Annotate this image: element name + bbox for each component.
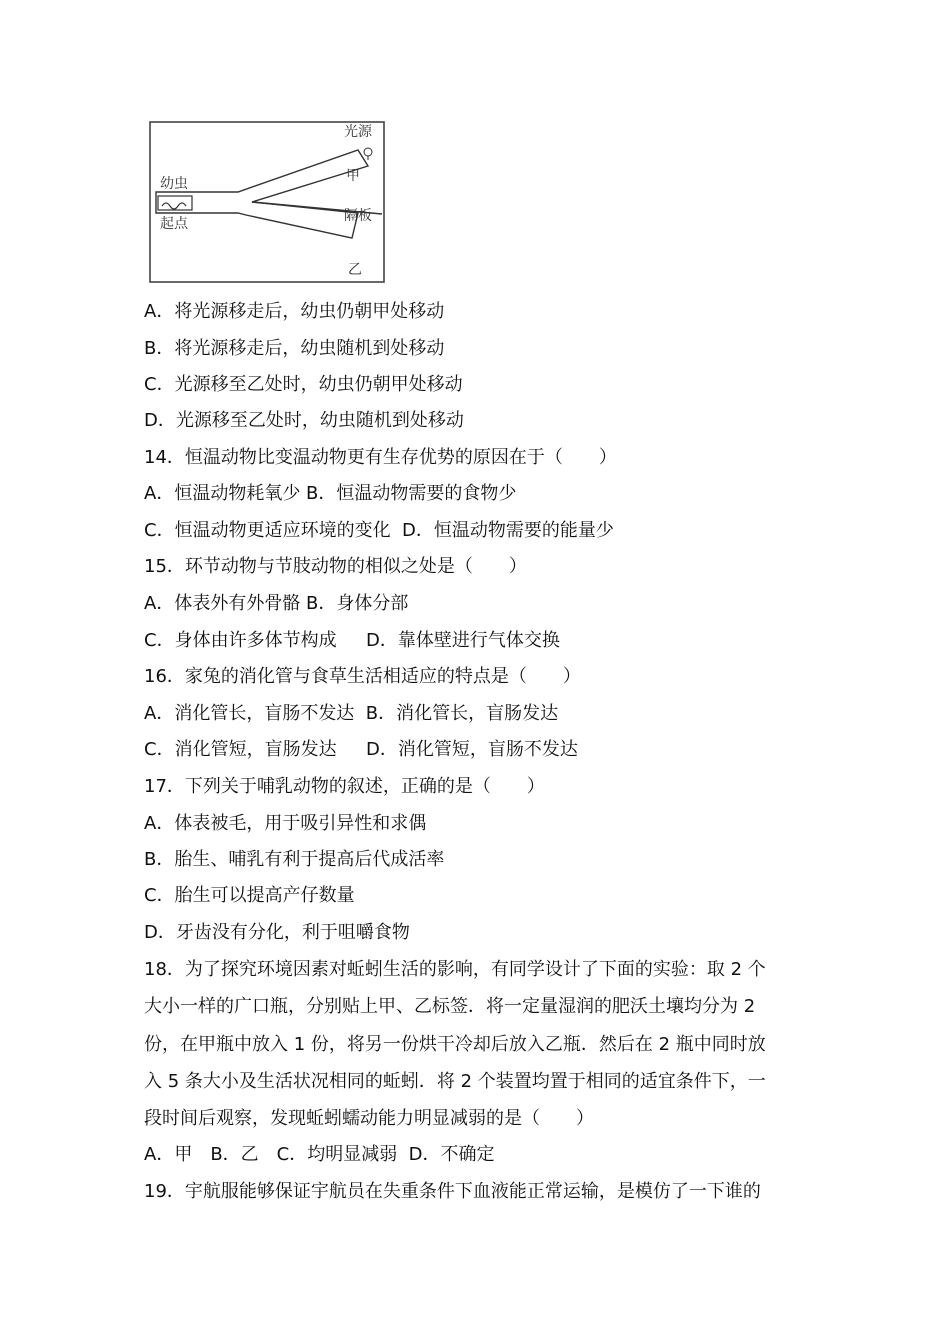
- option-c-q13: C．光源移至乙处时，幼虫仍朝甲处移动: [144, 374, 463, 395]
- label-yi: 乙: [348, 262, 362, 278]
- options-ab-q14: A．恒温动物耗氧少 B．恒温动物需要的食物少: [144, 483, 517, 504]
- options-cd-q16: C．消化管短，盲肠发达 D．消化管短，盲肠不发达: [144, 739, 578, 760]
- options-ab-q15: A．体表外有外骨骼 B．身体分部: [144, 593, 409, 614]
- option-c-q17: C．胎生可以提高产仔数量: [144, 885, 355, 906]
- option-d-q17: D．牙齿没有分化，利于咀嚼食物: [144, 922, 410, 943]
- question-17: 17．下列关于哺乳动物的叙述，正确的是（ ）: [144, 776, 545, 797]
- question-18-line-1: 18．为了探究环境因素对蚯蚓生活的影响，有同学设计了下面的实验：取 2 个: [144, 959, 766, 980]
- question-19: 19．宇航服能够保证宇航员在失重条件下血液能正常运输，是模仿了一下谁的: [144, 1181, 761, 1202]
- question-18-line-5: 段时间后观察，发现蚯蚓蠕动能力明显减弱的是（ ）: [144, 1108, 594, 1129]
- option-a-q13: A．将光源移走后，幼虫仍朝甲处移动: [144, 301, 445, 322]
- question-18-line-3: 份，在甲瓶中放入 1 份，将另一份烘干冷却后放入乙瓶．然后在 2 瓶中同时放: [144, 1034, 766, 1055]
- figure-frame: [150, 122, 384, 282]
- label-start-point: 起点: [160, 216, 188, 232]
- question-15: 15．环节动物与节肢动物的相似之处是（ ）: [144, 556, 527, 577]
- option-d-q13: D．光源移至乙处时，幼虫随机到处移动: [144, 410, 464, 431]
- options-q18: A．甲 B．乙 C．均明显减弱 D．不确定: [144, 1144, 495, 1165]
- option-b-q17: B．胎生、哺乳有利于提高后代成活率: [144, 849, 445, 870]
- label-larva: 幼虫: [160, 176, 188, 192]
- label-light-source: 光源: [344, 124, 372, 140]
- options-cd-q15: C．身体由许多体节构成 D．靠体壁进行气体交换: [144, 630, 560, 651]
- question-14: 14．恒温动物比变温动物更有生存优势的原因在于（ ）: [144, 447, 617, 468]
- maze-diagram: [146, 118, 388, 286]
- options-cd-q14: C．恒温动物更适应环境的变化 D．恒温动物需要的能量少: [144, 520, 614, 541]
- question-18-line-4: 入 5 条大小及生活状况相同的蚯蚓．将 2 个装置均置于相同的适宜条件下，一: [144, 1071, 766, 1092]
- option-b-q13: B．将光源移走后，幼虫随机到处移动: [144, 338, 445, 359]
- experiment-figure: [146, 118, 388, 286]
- question-16: 16．家兔的消化管与食草生活相适应的特点是（ ）: [144, 666, 581, 687]
- option-a-q17: A．体表被毛，用于吸引异性和求偶: [144, 813, 427, 834]
- question-18-line-2: 大小一样的广口瓶，分别贴上甲、乙标签．将一定量湿润的肥沃土壤均分为 2: [144, 996, 756, 1017]
- label-partition: 隔板: [344, 208, 372, 224]
- options-ab-q16: A．消化管长，盲肠不发达 B．消化管长，盲肠发达: [144, 703, 559, 724]
- label-jia: 甲: [346, 168, 360, 184]
